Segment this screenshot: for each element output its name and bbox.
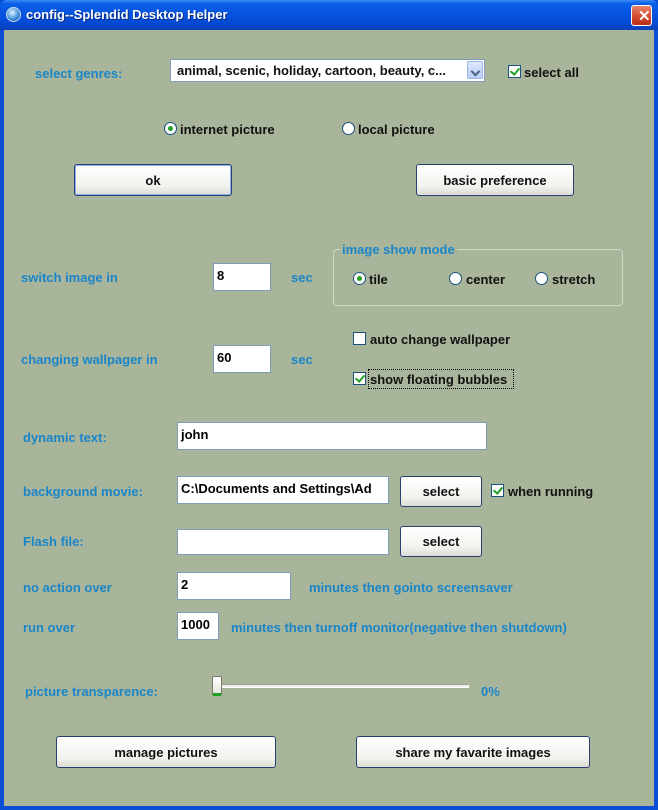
run-over-label: run over xyxy=(23,620,76,635)
floating-bubbles-checkbox[interactable] xyxy=(353,372,366,385)
run-over-suffix: minutes then turnoff monitor(negative then shutdown) xyxy=(231,620,567,635)
background-movie-input[interactable]: C:\Documents and Settings\Ad xyxy=(177,476,389,504)
genres-label: select genres: xyxy=(35,66,123,81)
changing-wallpaper-unit: sec xyxy=(291,352,313,367)
changing-wallpaper-input[interactable]: 60 xyxy=(213,345,271,373)
changing-wallpaper-label: changing wallpager in xyxy=(21,352,158,367)
share-images-button[interactable]: share my favarite images xyxy=(356,736,590,768)
auto-change-wallpaper-label: auto change wallpaper xyxy=(370,332,511,347)
background-movie-label: background movie: xyxy=(23,484,143,499)
switch-image-input[interactable]: 8 xyxy=(213,263,271,291)
center-label: center xyxy=(466,272,506,287)
tile-radio[interactable] xyxy=(353,272,366,285)
config-panel xyxy=(4,30,654,806)
transparence-label: picture transparence: xyxy=(25,684,158,699)
floating-bubbles-label: show floating bubbles xyxy=(370,372,508,387)
flash-file-input[interactable] xyxy=(177,529,389,555)
select-all-checkbox[interactable] xyxy=(508,65,521,78)
when-running-checkbox[interactable] xyxy=(491,484,504,497)
auto-change-wallpaper-checkbox[interactable] xyxy=(353,332,366,345)
dynamic-text-input[interactable]: john xyxy=(177,422,487,450)
title-bar[interactable] xyxy=(0,0,658,30)
close-icon: ✕ xyxy=(638,8,651,25)
stretch-radio[interactable] xyxy=(535,272,548,285)
switch-image-label: switch image in xyxy=(21,270,118,285)
select-movie-button[interactable]: select xyxy=(400,476,482,507)
image-show-mode-title: image show mode xyxy=(342,242,455,257)
run-over-input[interactable]: 1000 xyxy=(177,612,219,640)
transparence-slider-track[interactable] xyxy=(217,684,469,688)
basic-preference-button[interactable]: basic preference xyxy=(416,164,574,196)
no-action-input[interactable]: 2 xyxy=(177,572,291,600)
internet-picture-radio[interactable] xyxy=(164,122,177,135)
when-running-label: when running xyxy=(508,484,594,499)
internet-picture-label: internet picture xyxy=(180,122,275,137)
local-picture-radio[interactable] xyxy=(342,122,355,135)
dynamic-text-label: dynamic text: xyxy=(23,430,107,445)
transparence-slider-thumb[interactable] xyxy=(212,676,222,696)
select-all-label: select all xyxy=(524,65,579,80)
app-globe-icon xyxy=(6,7,21,22)
select-flash-button[interactable]: select xyxy=(400,526,482,557)
ok-button[interactable]: ok xyxy=(74,164,232,196)
flash-file-label: Flash file: xyxy=(23,534,84,549)
genres-dropdown[interactable] xyxy=(170,59,485,82)
stretch-label: stretch xyxy=(552,272,596,287)
manage-pictures-button[interactable]: manage pictures xyxy=(56,736,276,768)
no-action-label: no action over xyxy=(23,580,112,595)
window-title: config--Splendid Desktop Helper xyxy=(26,7,228,22)
switch-image-unit: sec xyxy=(291,270,313,285)
center-radio[interactable] xyxy=(449,272,462,285)
chevron-down-icon[interactable] xyxy=(467,61,483,79)
tile-label: tile xyxy=(369,272,388,287)
close-button[interactable] xyxy=(631,5,652,26)
local-picture-label: local picture xyxy=(358,122,435,137)
no-action-suffix: minutes then gointo screensaver xyxy=(309,580,513,595)
genres-value: animal, scenic, holiday, cartoon, beauty, c... xyxy=(177,63,446,78)
transparence-value: 0% xyxy=(481,684,500,699)
